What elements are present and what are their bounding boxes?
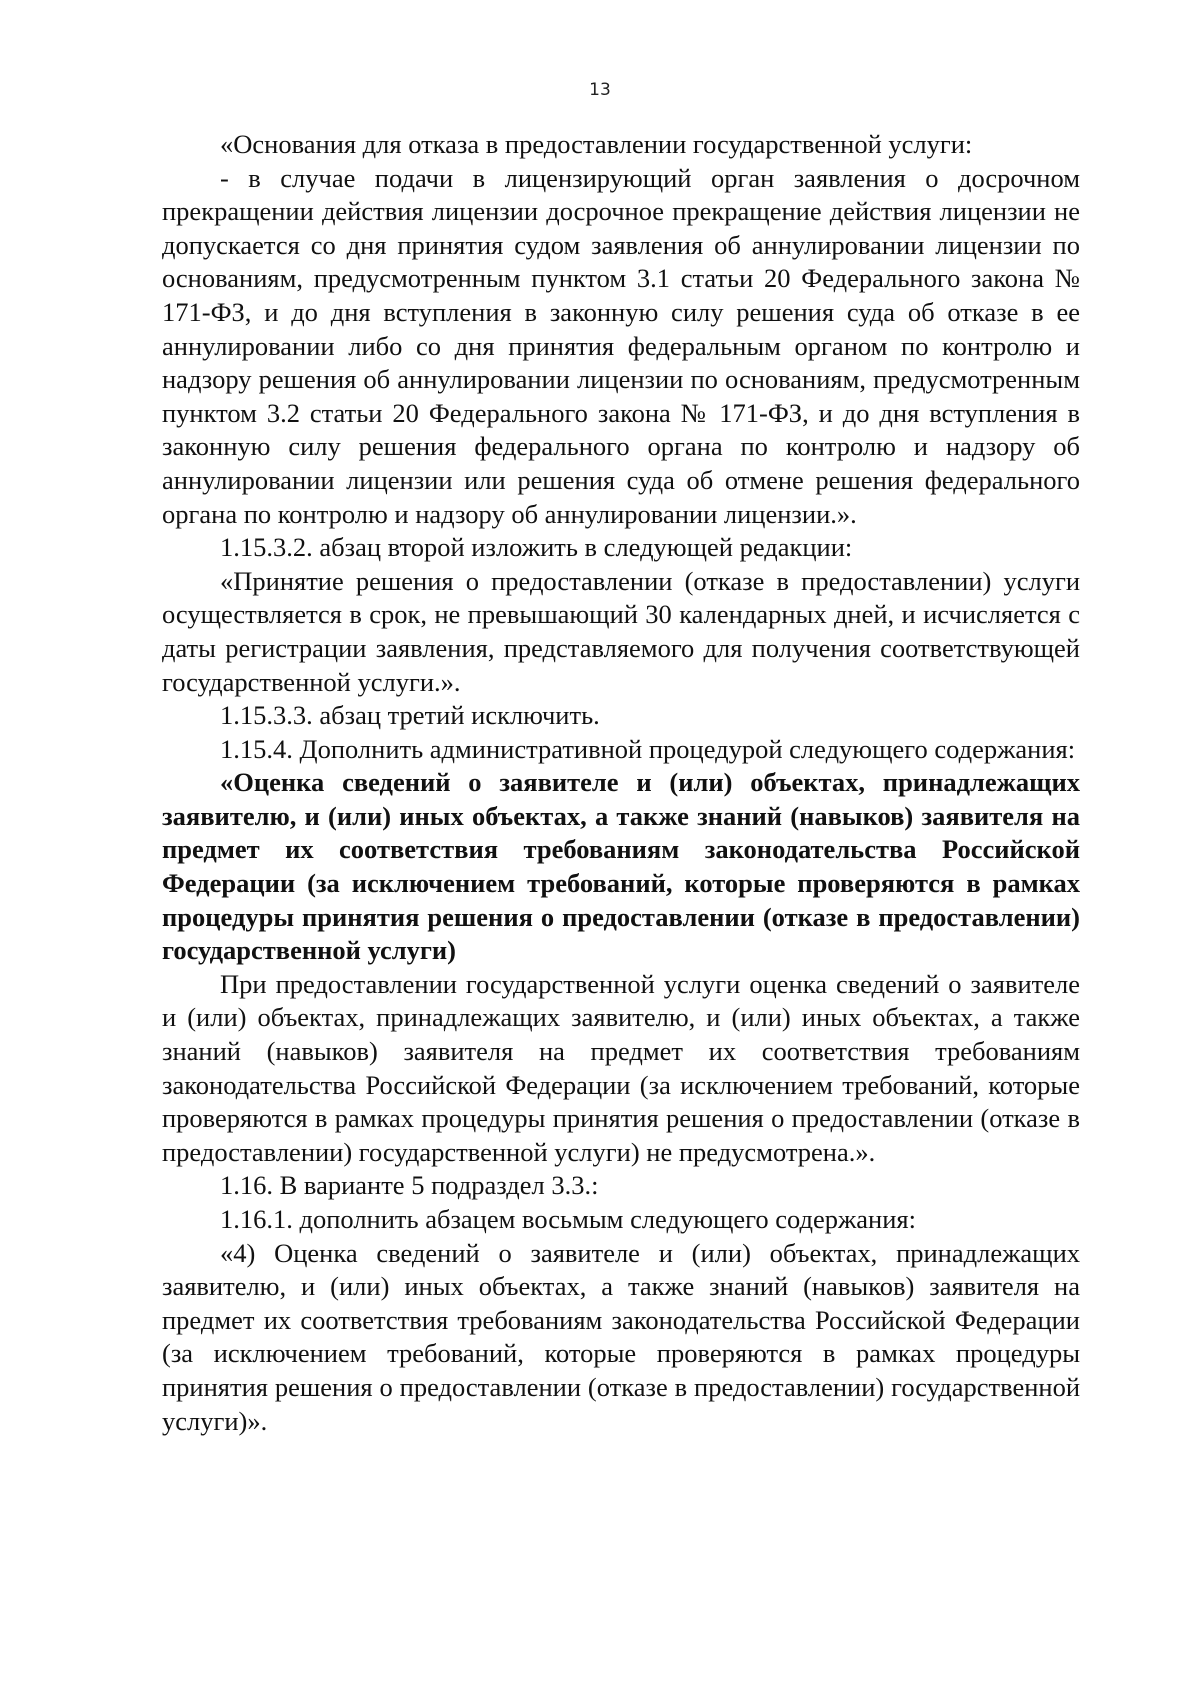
paragraph-refusal-grounds-heading: «Основания для отказа в предоставлении государственной услуги: xyxy=(220,129,973,159)
paragraph-1-15-3-2: 1.15.3.2. абзац второй изложить в следующей редакции: xyxy=(220,532,853,563)
paragraph-item-4-assessment: «4) Оценка сведений о заявителе и (или) объектах, принадлежащих заявителю, и (или) иных объектах, а также знаний (навыков) заявителя на предмет их соответствия требованиям законодательства Российской Федерации (за исключением требований, которые проверяются в рамках процедуры принятия решения о предоставлении (отказе в предоставлении) государственной услуги)». xyxy=(162,1237,1080,1436)
paragraph-decision-term: «Принятие решения о предоставлении (отказе в предоставлении) услуги осуществляется в срок, не превышающий 30 календарных дней, и исчисляется с даты регистрации заявления, представляемого для получения соответствующей государственной услуги.». xyxy=(162,565,1080,697)
paragraph-1-16-1: 1.16.1. дополнить абзацем восьмым следующего содержания: xyxy=(220,1204,916,1234)
paragraph-early-termination: - в случае подачи в лицензирующий орган заявления о досрочном прекращении действия лицензии досрочное прекращение действия лицензии не допускается со дня принятия судом заявления об аннулировании лицензии по основаниям, предусмотренным пунктом 3.1 статьи 20 Федерального закона № 171-ФЗ, и до дня вступления в законную силу решения суда об отказе в ее аннулировании либо со дня принятия федеральным органом по контролю и надзору решения об аннулировании лицензии по основаниям, предусмотренным пунктом 3.2 статьи 20 Федерального закона № 171-ФЗ, и до дня вступления в законную силу решения федерального органа по контролю и надзору об аннулировании лицензии или решения суда об отмене решения федерального органа по контролю и надзору об аннулировании лицензии.». xyxy=(162,162,1080,529)
paragraph-1-16: 1.16. В варианте 5 подраздел 3.3.: xyxy=(220,1170,599,1201)
paragraph-1-15-3-3: 1.15.3.3. абзац третий исключить. xyxy=(220,700,600,731)
paragraph-assessment-not-provided: При предоставлении государственной услуги оценка сведений о заявителе и (или) объектах, принадлежащих заявителю, и (или) иных объектах, а также знаний (навыков) заявителя на предмет их соответствия требованиям законодательства Российской Федерации (за исключением требований, которые проверяются в рамках процедуры принятия решения о предоставлении (отказе в предоставлении) государственной услуги) не предусмотрена.». xyxy=(162,968,1080,1167)
page-number: 13 xyxy=(589,80,611,100)
paragraph-procedure-heading: «Оценка сведений о заявителе и (или) объектах, принадлежащих заявителю, и (или) иных объектах, а также знаний (навыков) заявителя на предмет их соответствия требованиям законодательства Российской Федерации (за исключением требований, которые проверяются в рамках процедуры принятия решения о предоставлении (отказе в предоставлении) государственной услуги) xyxy=(162,767,1080,966)
paragraph-1-15-4: 1.15.4. Дополнить административной процедурой следующего содержания: xyxy=(220,733,1076,764)
document-body xyxy=(162,128,1080,1438)
